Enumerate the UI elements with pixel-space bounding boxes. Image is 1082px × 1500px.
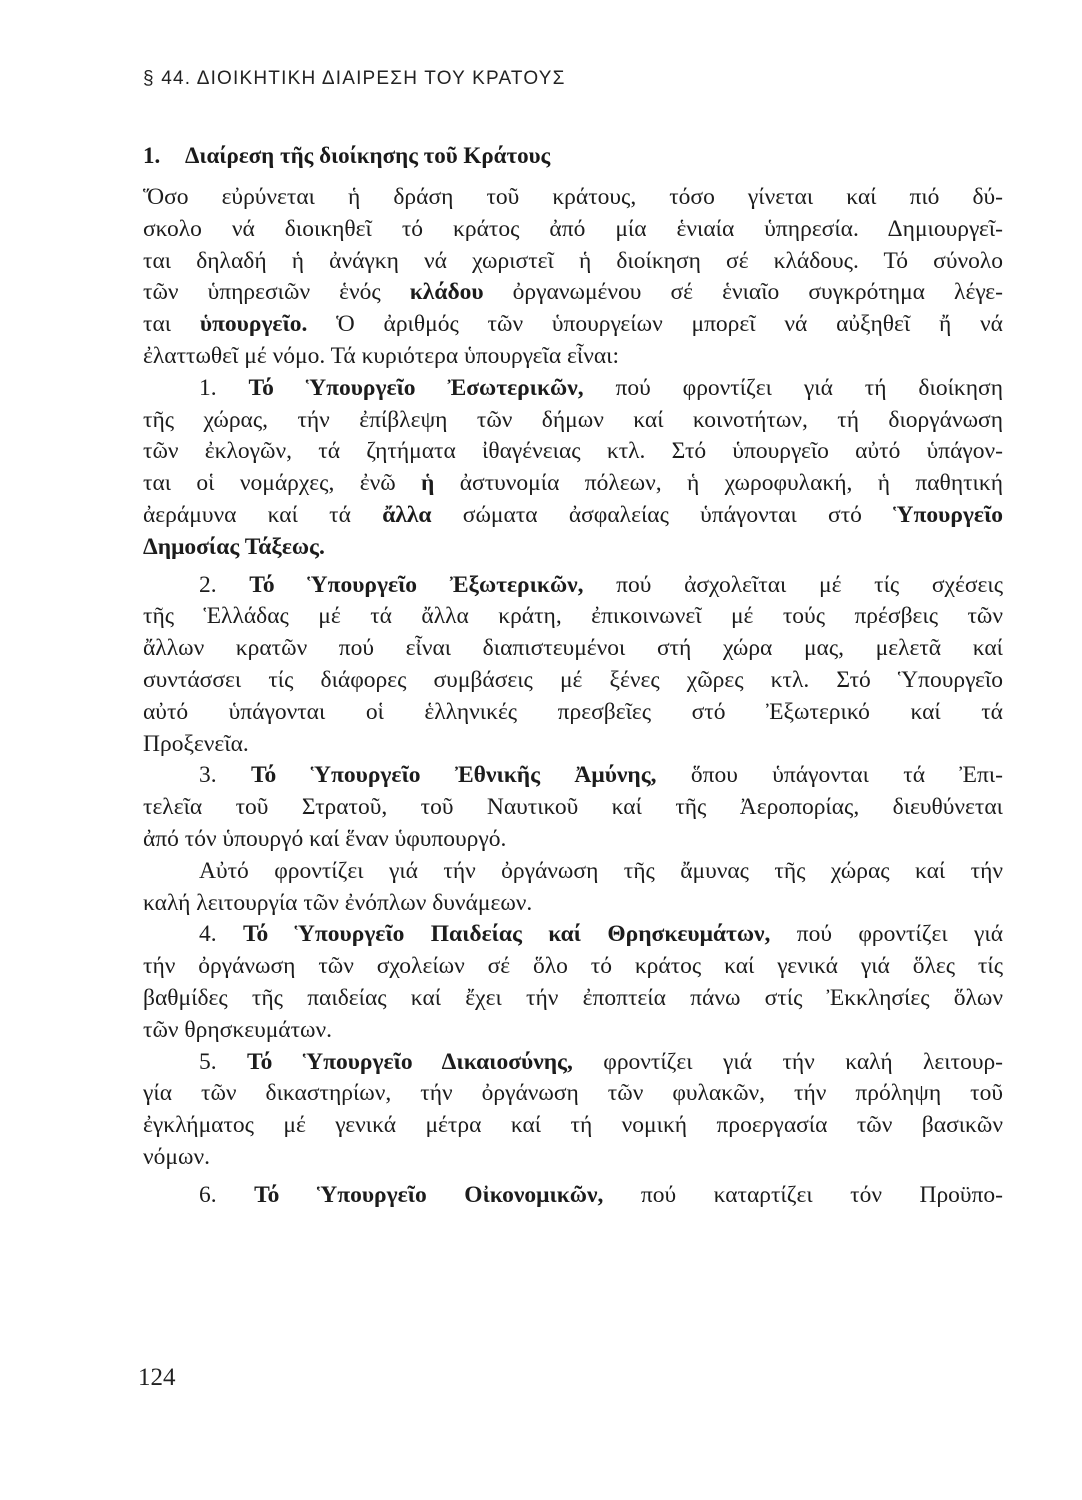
item-number: 6.: [199, 1181, 255, 1208]
text-run: σώματα ἀσφαλείας ὑπάγονται στό: [431, 501, 894, 528]
item-number: 1.: [199, 374, 249, 401]
text-line: [143, 532, 1003, 564]
ministry-name: Τό Ὑπουργεῖο Οἰκονομικῶν,: [254, 1181, 604, 1208]
text-line: τῆς χώρας, τήν ἐπίβλεψη τῶν δήμων καί κοινοτήτων, τή διοργάνωση: [143, 406, 1003, 433]
text-run: ἀεράμυνα καί τά: [143, 501, 383, 528]
text-line: βαθμίδες τῆς παιδείας καί ἔχει τήν ἐποπτεία πάνω στίς Ἐκκλησίες ὅλων: [143, 984, 1003, 1011]
text-line: γία τῶν δικαστηρίων, τήν ὀργάνωση τῶν φυλακῶν, τήν πρόληψη τοῦ: [143, 1080, 1003, 1107]
ministry-name: Τό Ὑπουργεῖο Παιδείας καί Θρησκευμάτων,: [242, 921, 771, 948]
text-line: τελεῖα τοῦ Στρατοῦ, τοῦ Ναυτικοῦ καί τῆς Ἀεροπορίας, διευθύνεται: [143, 794, 1003, 821]
text-run: ὀργανωμένου σέ ἑνιαῖο συγκρότημα λέγε-: [483, 279, 1003, 306]
section-title: Διαίρεση τῆς διοίκησης τοῦ Κράτους: [185, 143, 551, 168]
text-run: ται: [143, 311, 200, 338]
text-run: ὅπου ὑπάγονται τά Ἐπι-: [656, 762, 1003, 789]
text-run: πού ἀσχολεῖται μέ τίς σχέσεις: [583, 571, 1003, 598]
text-line: [143, 309, 1003, 341]
text-line: ἀπό τόν ὑπουργό καί ἕναν ὑφυπουργό.: [143, 825, 507, 852]
ministry-name: Τό Ὑπουργεῖο Ἐθνικῆς Ἀμύνης,: [251, 762, 657, 789]
bold-term: κλάδου: [409, 279, 484, 306]
ministry-item-4: [143, 919, 1003, 951]
text-run: Ὁ ἀριθμός τῶν ὑπουργείων μπορεῖ νά αὐξηθεῖ ἤ νά: [307, 311, 1003, 338]
item-number: 5.: [199, 1048, 248, 1075]
ministry-item-3: [143, 760, 1003, 792]
bold-term: ὑπουργεῖο.: [199, 311, 308, 338]
bold-term: ἄλλα: [382, 501, 432, 528]
text-line: συντάσσει τίς διάφορες συμβάσεις μέ ξένες χῶρες κτλ. Στό Ὑπουργεῖο: [143, 666, 1003, 693]
text-line: τήν ὀργάνωση τῶν σχολείων σέ ὅλο τό κράτος καί γενικά γιά ὅλες τίς: [143, 953, 1003, 980]
text-line: [143, 468, 1003, 500]
text-line: καλή λειτουργία τῶν ἐνόπλων δυνάμεων.: [143, 889, 533, 916]
text-line: νόμων.: [143, 1143, 210, 1170]
section-heading: [143, 143, 550, 169]
bold-term: ἡ: [421, 470, 435, 497]
text-run: ται οἱ νομάρχες, ἐνῶ: [143, 470, 422, 497]
ministry-name: Τό Ὑπουργεῖο Ἐσωτερικῶν,: [248, 374, 584, 401]
text-line: ἄλλων κρατῶν πού εἶναι διαπιστευμένοι στή χώρα μας, μελετᾶ καί: [143, 635, 1003, 662]
bold-term: Ὑπουργεῖο: [893, 501, 1003, 528]
text-run: φροντίζει γιά τήν καλή λειτουρ-: [572, 1048, 1004, 1075]
ministry-item-2: [143, 570, 1003, 602]
text-run: ἀστυνομία πόλεων, ἡ χωροφυλακή, ἡ παθητική: [434, 470, 1004, 497]
text-line: τῆς Ἑλλάδας μέ τά ἄλλα κράτη, ἐπικοινωνεῖ μέ τούς πρέσβεις τῶν: [143, 603, 1003, 630]
text-run: τῶν ὑπηρεσιῶν ἑνός: [143, 279, 410, 306]
item-number: 4.: [199, 921, 243, 948]
ministry-item-6: [143, 1180, 1003, 1212]
text-run: πού καταρτίζει τόν Προϋπο-: [603, 1181, 1003, 1208]
text-run: πού φροντίζει γιά τή διοίκηση: [583, 374, 1003, 401]
text-run: πού φροντίζει γιά: [770, 921, 1004, 948]
text-line: Προξενεῖα.: [143, 730, 249, 757]
text-line: τῶν ἐκλογῶν, τά ζητήματα ἰθαγένειας κτλ. Στό ὑπουργεῖο αὐτό ὑπάγον-: [143, 438, 1003, 465]
text-line: ται δηλαδή ἡ ἀνάγκη νά χωριστεῖ ἡ διοίκηση σέ κλάδους. Τό σύνολο: [143, 247, 1003, 274]
bold-term: Δημοσίας Τάξεως.: [143, 533, 325, 560]
text-line: σκολο νά διοικηθεῖ τό κράτος ἀπό μία ἑνιαία ὑπηρεσία. Δημιουργεῖ-: [143, 215, 1003, 242]
text-line: αὐτό ὑπάγονται οἱ ἑλληνικές πρεσβεῖες στό Ἐξωτερικό καί τά: [143, 698, 1003, 725]
text-line: ἐλαττωθεῖ μέ νόμο. Τά κυριότερα ὑπουργεῖα εἶναι:: [143, 342, 620, 369]
text-line: [143, 500, 1003, 532]
ministry-item-5: [143, 1047, 1003, 1079]
body-text: [143, 182, 1003, 1212]
ministry-item-1: [143, 373, 1003, 405]
page-number: 124: [138, 1364, 176, 1391]
section-number: 1.: [143, 143, 161, 168]
text-line: Ὅσο εὐρύνεται ἡ δράση τοῦ κράτους, τόσο γίνεται καί πιό δύ-: [143, 184, 1003, 210]
running-head: § 44. ΔΙΟΙΚΗΤΙΚΗ ΔΙΑΙΡΕΣΗ ΤΟΥ ΚΡΑΤΟΥΣ: [143, 68, 566, 89]
text-line: [143, 277, 1003, 309]
item-number: 3.: [199, 762, 251, 789]
text-line: τῶν θρησκευμάτων.: [143, 1016, 333, 1043]
ministry-name: Τό Ὑπουργεῖο Ἐξωτερικῶν,: [249, 571, 584, 598]
ministry-name: Τό Ὑπουργεῖο Δικαιοσύνης,: [247, 1048, 573, 1075]
item-number: 2.: [199, 571, 250, 598]
text-line: Αὐτό φροντίζει γιά τήν ὀργάνωση τῆς ἄμυνας τῆς χώρας καί τήν: [199, 857, 1003, 884]
text-line: ἐγκλήματος μέ γενικά μέτρα καί τή νομική προεργασία τῶν βασικῶν: [143, 1112, 1003, 1139]
